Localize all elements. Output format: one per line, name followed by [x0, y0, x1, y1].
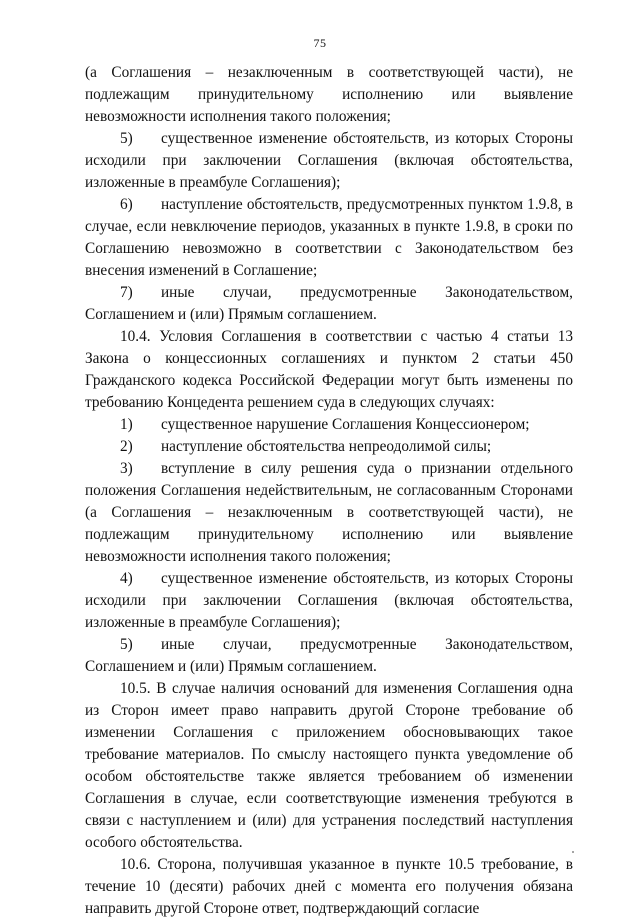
list-item-number: 1): [120, 416, 133, 433]
list-item-text: вступление в силу решения суда о признании отдельного положения Соглашения недействительным, не согласованным Сторонами (а Соглашения – незаключенным в соответствующей части), не подлежащим принудительному исполнению или выявление невозможности исполнения такого положения;: [85, 460, 573, 565]
paragraph-text: 10.6. Сторона, получившая указанное в пункте 10.5 требование, в течение 10 (десяти) рабочих дней с момента его получения обязана направить другой Стороне ответ, подтверждающий согласие: [85, 856, 573, 917]
paragraph-continuation: [85, 62, 573, 128]
list-item: [85, 128, 573, 194]
scan-dot: [572, 851, 574, 853]
list-item-number: 5): [120, 130, 133, 147]
list-item: [85, 568, 573, 634]
list-item-number: 3): [120, 460, 133, 477]
list-item: [85, 436, 573, 458]
list-item-text: наступление обстоятельства непреодолимой силы;: [161, 438, 492, 455]
clause-10-6: [85, 854, 573, 920]
clause-10-5: [85, 678, 573, 854]
list-item: [85, 634, 573, 678]
list-item: [85, 194, 573, 282]
clause-10-4: [85, 326, 573, 414]
page-number: 75: [313, 36, 327, 50]
list-item-number: 2): [120, 438, 133, 455]
list-item: [85, 414, 573, 436]
list-item-number: 6): [120, 196, 133, 213]
list-item-text: иные случаи, предусмотренные Законодательством, Соглашением и (или) Прямым соглашением.: [85, 636, 573, 675]
list-item-number: 7): [120, 284, 133, 301]
document-body: [85, 62, 573, 920]
list-item-text: наступление обстоятельств, предусмотренных пунктом 1.9.8, в случае, если невключение периодов, указанных в пункте 1.9.8, в сроки по Соглашению невозможно в соответствии с Законодательством без внесения изменений в Соглашение;: [85, 196, 573, 279]
list-item: [85, 458, 573, 568]
list-item-number: 4): [120, 570, 133, 587]
list-item-text: существенное нарушение Соглашения Концессионером;: [161, 416, 530, 433]
list-item: [85, 282, 573, 326]
paragraph-text: 10.4. Условия Соглашения в соответствии с частью 4 статьи 13 Закона о концессионных соглашениях и пунктом 2 статьи 450 Гражданского кодекса Российской Федерации могут быть изменены по требованию Концедента решением суда в следующих случаях:: [85, 328, 573, 411]
paragraph-text: (а Соглашения – незаключенным в соответствующей части), не подлежащим принудительному исполнению или выявление невозможности исполнения такого положения;: [85, 64, 573, 125]
paragraph-text: 10.5. В случае наличия оснований для изменения Соглашения одна из Сторон имеет право направить другой Стороне требование об изменении Соглашения с приложением обосновывающих такое требование материалов. По смыслу настоящего пункта уведомление об особом обстоятельстве также является требованием об изменении Соглашения в случае, если соответствующие изменения требуются в связи с наступлением и (или) для устранения последствий наступления особого обстоятельства.: [85, 680, 573, 851]
list-item-text: иные случаи, предусмотренные Законодательством, Соглашением и (или) Прямым соглашением.: [85, 284, 573, 323]
list-item-text: существенное изменение обстоятельств, из которых Стороны исходили при заключении Соглашения (включая обстоятельства, изложенные в преамбуле Соглашения);: [85, 570, 573, 631]
list-item-text: существенное изменение обстоятельств, из которых Стороны исходили при заключении Соглашения (включая обстоятельства, изложенные в преамбуле Соглашения);: [85, 130, 573, 191]
list-item-number: 5): [120, 636, 133, 653]
